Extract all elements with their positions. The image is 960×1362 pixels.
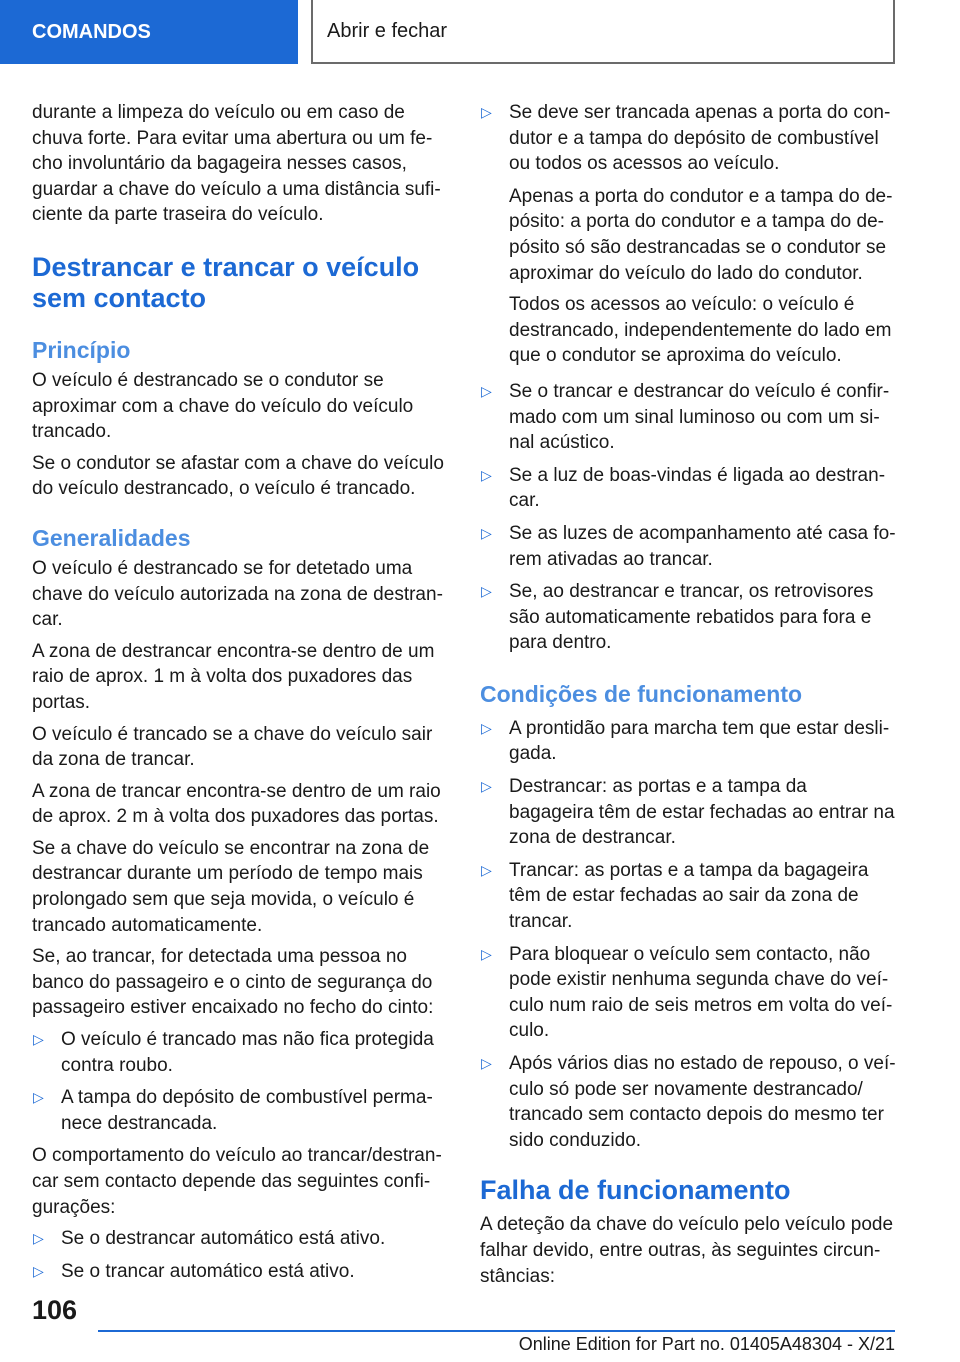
left-column <box>32 100 446 1291</box>
triangle-bullet-icon: ▷ <box>481 778 492 795</box>
bullet-list <box>32 1027 446 1136</box>
triangle-bullet-icon: ▷ <box>481 466 492 483</box>
subheading-principle: Princípio <box>32 336 131 363</box>
paragraph: Se o condutor se afastar com a chave do veículo do veículo destrancado, o veículo é trancado. <box>32 452 444 500</box>
triangle-bullet-icon: ▷ <box>33 1031 44 1048</box>
paragraph: O veículo é destrancado se for detetado uma chave do veículo autorizada na zona de destrancar. <box>32 557 443 631</box>
header-section-tab: COMANDOS <box>0 0 298 64</box>
triangle-bullet-icon: ▷ <box>481 719 492 736</box>
paragraph: A deteção da chave do veículo pelo veículo pode falhar devido, entre outras, às seguintes circunstâncias: <box>480 1214 894 1287</box>
list-item: ▷ Se deve ser trancada apenas a porta do condutor e a tampa do depósito de combustível ou todos os acessos ao veículo. <box>481 102 891 175</box>
list-item: ▷ Se as luzes de acompanhamento até casa forem ativadas ao trancar. <box>481 522 896 570</box>
paragraph: A zona de trancar encontra-se dentro de um raio de aprox. 2 m à volta dos puxadores das portas. <box>32 780 441 828</box>
list-item: ▷ Se o trancar e destrancar do veículo é confirmado com um sinal luminoso ou com um sinal acústico. <box>481 380 890 454</box>
bullet-list <box>480 379 896 656</box>
sub-paragraph: Todos os acessos ao veículo: o veículo é destrancado, independentemente do lado em que o condutor se aproxima do veículo. <box>509 294 892 367</box>
section-heading-malfunction: Falha de funcionamento <box>480 1175 791 1206</box>
bullet-list <box>480 716 896 1154</box>
paragraph: O veículo é trancado se a chave do veículo sair da zona de trancar. <box>32 723 433 771</box>
list-item: ▷ O veículo é trancado mas não fica protegida contra roubo. <box>33 1029 434 1076</box>
right-column <box>480 100 896 1295</box>
intro-paragraph: durante a limpeza do veículo ou em caso de chuva forte. Para evitar uma abertura ou um fecho involuntário da bagageira nesses casos, guardar a chave do veículo a uma distância suficiente da parte traseira do veículo. <box>32 102 441 226</box>
list-item: ▷ Se o destrancar automático está ativo. <box>32 1226 446 1252</box>
footer-edition-text: Online Edition for Part no. 01405A48304 - X/21 <box>518 1334 895 1354</box>
triangle-bullet-icon: ▷ <box>481 382 492 399</box>
bullet-list <box>480 100 896 177</box>
list-item: ▷ Se a luz de boas-vindas é ligada ao destrancar. <box>481 464 886 512</box>
triangle-bullet-icon: ▷ <box>33 1262 44 1279</box>
bullet-list <box>32 1226 446 1284</box>
list-item: ▷ Destrancar: as portas e a tampa da bagageira têm de estar fechadas ao entrar na zona de destrancar. <box>481 776 895 849</box>
triangle-bullet-icon: ▷ <box>481 104 492 120</box>
header-chapter-title: Abrir e fechar <box>311 0 895 64</box>
paragraph: O comportamento do veículo ao trancar/destrancar sem contacto depende das seguintes configurações: <box>32 1145 442 1218</box>
list-item: ▷ Se o trancar automático está ativo. <box>32 1259 446 1285</box>
list-item: ▷ Após vários dias no estado de repouso, o veículo só pode ser novamente destrancado/ trancado sem contacto depois do mesmo ter sido conduzido. <box>481 1053 896 1151</box>
subheading-conditions: Condições de funcionamento <box>480 680 803 707</box>
list-item: ▷ Se, ao destrancar e trancar, os retrovisores são automaticamente rebatidos para fora e para dentro. <box>481 581 874 654</box>
page-number: 106 <box>32 1295 78 1325</box>
triangle-bullet-icon: ▷ <box>481 583 492 600</box>
sub-paragraph: Apenas a porta do condutor e a tampa do depósito: a porta do condutor e a tampa do depósito só são destrancadas se o condutor se aproximar do veículo do lado do condutor. <box>509 185 893 284</box>
paragraph: Se, ao trancar, for detectada uma pessoa no banco do passageiro e o cinto de segurança do passageiro estiver encaixado no fecho do cinto: <box>32 946 434 1019</box>
list-item: ▷ Para bloquear o veículo sem contacto, não pode existir nenhuma segunda chave do veículo num raio de seis metros em volta do veículo. <box>481 943 893 1042</box>
triangle-bullet-icon: ▷ <box>481 861 492 878</box>
list-item: ▷ A prontidão para marcha tem que estar desligada. <box>481 717 890 765</box>
triangle-bullet-icon: ▷ <box>481 945 492 962</box>
paragraph: A zona de destrancar encontra-se dentro de um raio de aprox. 1 m à volta dos puxadores das portas. <box>32 640 435 713</box>
list-item: ▷ Trancar: as portas e a tampa da bagageira têm de estar fechadas ao sair da zona de trancar. <box>481 859 869 933</box>
triangle-bullet-icon: ▷ <box>481 1055 492 1071</box>
subheading-general: Generalidades <box>32 524 191 551</box>
triangle-bullet-icon: ▷ <box>481 524 492 541</box>
section-heading: Destrancar e trancar o veículo sem contacto <box>32 251 420 313</box>
triangle-bullet-icon: ▷ <box>33 1089 44 1106</box>
list-item: ▷ A tampa do depósito de combustível permanece destrancada. <box>33 1087 433 1134</box>
paragraph: O veículo é destrancado se o condutor se aproximar com a chave do veículo do veículo trancado. <box>32 369 414 443</box>
triangle-bullet-icon: ▷ <box>33 1230 44 1247</box>
paragraph: Se a chave do veículo se encontrar na zona de destrancar durante um período de tempo mais prolongado sem que seja movida, o veículo é trancado automaticamente. <box>32 837 430 936</box>
footer-divider <box>98 1330 895 1332</box>
